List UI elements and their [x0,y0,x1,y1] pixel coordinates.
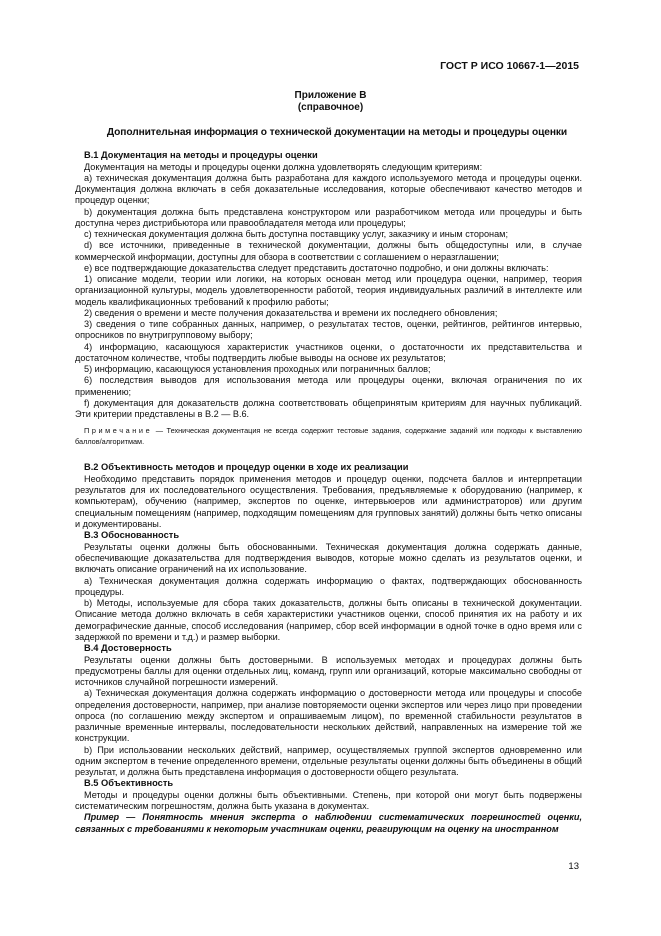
paragraph: 4) информацию, касающуюся характеристик участников оценки, о достаточности их представительства и достаточном количестве, чтобы подтвердить любые выводы на основе их результатов; [75,341,582,363]
paragraph: Методы и процедуры оценки должны быть объективными. Степень, при которой они могут быть подвержены систематическим погрешностям, должна быть указана в документах. [75,789,582,812]
paragraph: Результаты оценки должны быть достоверными. В используемых методах и процедурах должны быть предусмотрены баллы для оценки отдельных лиц, команд, групп или организаций, которые максимально свободны от источников случайной погрешности измерений. [75,654,582,688]
note-label: Примечание [84,426,153,436]
annex-subtitle: (справочное) [297,102,364,113]
paragraph: d) все источники, приведенные в технической документации, должны быть общедоступны или, в случае коммерческой информации, доступны для обзора в соответствии с соглашением о неразглашении; [75,240,582,262]
paragraph: 6) последствия выводов для использования метода или процедуры оценки, включая ограничения по их применению; [75,375,582,397]
paragraph: b) документация должна быть представлена конструктором или разработчиком метода или процедуры и быть доступна через дистрибьютора или правообладателя метода или процедуры; [75,206,582,228]
paragraph: 2) сведения о времени и месте получения доказательства и времени их последнего обновления; [84,307,498,318]
paragraph: f) документация для доказательств должна соответствовать общепринятым критериям для научных публикаций. Эти критерии представлены в В.2 — В.6. [75,397,582,420]
paragraph: b) Методы, используемые для сбора таких доказательств, должны быть описаны в технической документации. Описание метода должно включать в себя характеристики участников оценки, способ принятия их на работу и их демографические данные, способ исследования (например, сбор всей информации в одной точке в одно время или с задержкой по времени и т.д.) и размер выборки. [75,598,582,642]
document-body [75,150,582,835]
example-paragraph: Пример — Понятность мнения эксперта о наблюдении систематических погрешностей оценки, связанных с требованиями к некоторым участникам оценки, реагирующим на оценку на иностранном [75,812,582,834]
paragraph: a) техническая документация должна быть разработана для каждого используемого метода и процедуры оценки. Документация должна включать в себя доказательные исследования, которые обеспечивают качество методов и процедур оценки; [75,172,582,206]
paragraph: 3) сведения о типе собранных данных, например, о результатах тестов, оценки, рейтингов, рейтингов интервью, опросников по внутригрупповому выбору; [75,319,582,341]
paragraph: a) Техническая документация должна содержать информацию о фактах, подтверждающих обоснованность процедуры. [75,575,582,597]
paragraph: a) Техническая документация должна содержать информацию о достоверности метода или процедуры и способе определения достоверности, например, при анализе повторяемости оценки экспертов или через лицо при проведении опроса (по соглашению между экспертом и опрашиваемым лицом), по временной стабильности результатов в различные временные интервалы, последовательности нескольких действий, направленных на измерение той же конструкции. [75,688,582,744]
page-number: 13 [568,861,579,872]
section-heading-b5: В.5 Объективность [84,778,174,789]
section-heading-b2: В.2 Объективность методов и процедур оценки в ходе их реализации [84,462,409,473]
annex-title: Приложение В [294,90,367,101]
section-heading-b3: В.3 Обоснованность [84,530,180,541]
paragraph: c) техническая документация должна быть доступна поставщику услуг, заказчику и иным сторонам; [84,229,508,240]
paragraph: e) все подтверждающие доказательства следует представить достаточно подробно, и они должны включать: [84,262,549,273]
paragraph: b) При использовании нескольких действий, например, осуществляемых группой экспертов одновременно или одним экспертом в течение определенного времени, отдельные результаты оценки должны быть объединены в общий результат, и должна быть представлена информация о достоверности общего результата. [75,744,582,778]
paragraph: 1) описание модели, теории или логики, на которых основан метод или процедура оценки, например, теория организационной культуры, модель удовлетворенности работой, теория индивидуальных различий в интеллекте или модель квалификационных требований к профилю работы; [75,274,582,307]
paragraph: Документация на методы и процедуры оценки должна удовлетворять следующим критериям: [84,161,483,172]
paragraph: Необходимо представить порядок применения методов и процедур оценки, подсчета баллов и интерпретации результатов для их последовательного осуществления. Требования, предъявляемые к оборудованию (например, к компьютерам), обучению (например, экспертов по оценке, интервьюеров или администраторов) или другим специальным помещениям (например, подходящим помещениям для групповых занятий) должны быть четко описаны и документированы. [75,473,582,529]
document-title: Дополнительная информация о технической документации на методы и процедуры оценки [106,127,568,138]
section-heading-b4: В.4 Достоверность [84,643,172,654]
section-heading-b1: В.1 Документация на методы и процедуры оценки [84,150,318,160]
paragraph: 5) информацию, касающуюся установления проходных или пограничных баллов; [84,364,431,375]
note-text: — Техническая документация не всегда содержит тестовые задания, содержание заданий или подходы к выставлению баллов/алгоритмам. [75,426,582,446]
note [75,426,582,447]
standard-designation: ГОСТ Р ИСО 10667-1—2015 [440,60,579,72]
paragraph: Результаты оценки должны быть обоснованными. Техническая документация должна содержать данные, обеспечивающие доказательства для подтверждения выводов, которые можно сделать из результатов оценки, и включать описание ограничений на их использование. [75,541,582,575]
